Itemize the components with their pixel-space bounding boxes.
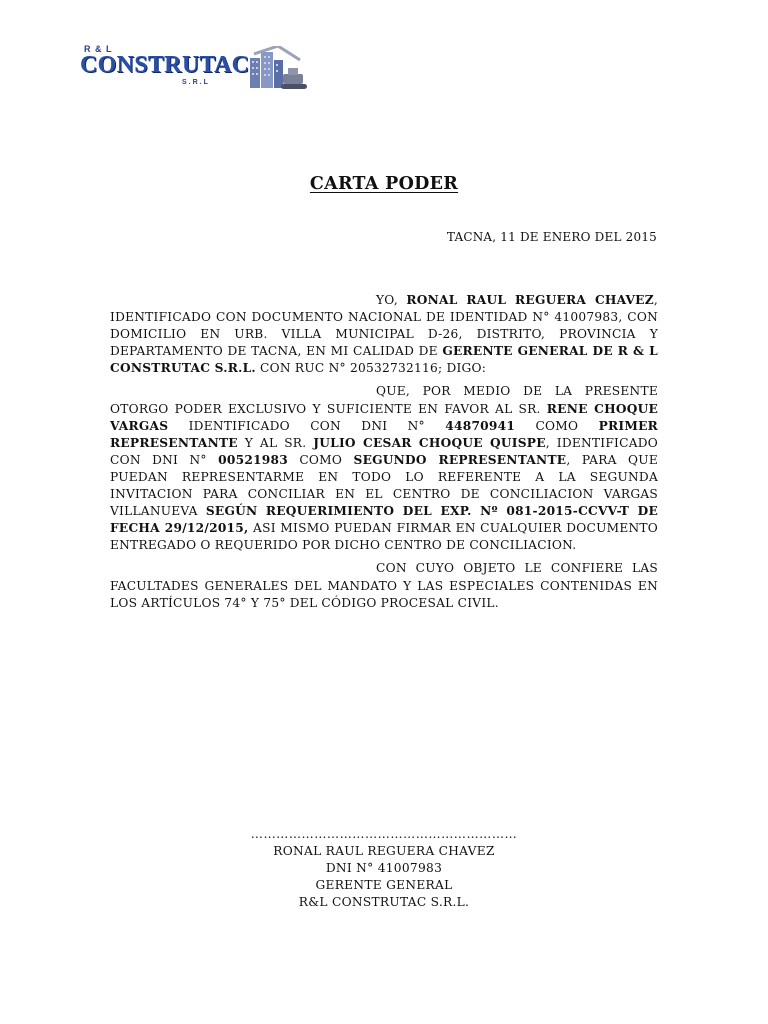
paragraph-declaration: YO, RONAL RAUL REGUERA CHAVEZ, IDENTIFICADO CON DOCUMENTO NACIONAL DE IDENTIDAD N° 41007983, CON DOMICILIO EN URB. VILLA MUNICIPAL D-26, DISTRITO, PROVINCIA Y DEPARTAMENTO DE TACNA, EN MI CALIDAD DE GERENTE GENERAL DE R & L CONSTRUTAC S.R.L. CON RUC N° 20532732116; DIGO: bbox=[110, 293, 658, 376]
document-date: TACNA, 11 DE ENERO DEL 2015 bbox=[446, 230, 657, 244]
logo-name: CONSTRUTAC bbox=[80, 52, 250, 78]
logo-suffix: S.R.L bbox=[182, 79, 210, 86]
signature-line: ……………………………………………………… bbox=[250, 827, 518, 841]
signer-dni: DNI N° 41007983 bbox=[325, 861, 443, 875]
logo-prefix: R & L bbox=[84, 44, 113, 54]
paragraph-closing: CON CUYO OBJETO LE CONFIERE LAS FACULTADES GENERALES DEL MANDATO Y LAS ESPECIALES CONTENIDAS EN LOS ARTÍCULOS 74° Y 75° DEL CÓDIGO PROCESAL CIVIL. bbox=[110, 561, 658, 610]
company-logo bbox=[78, 46, 310, 96]
document-title: CARTA PODER bbox=[309, 174, 459, 194]
signer-role: GERENTE GENERAL bbox=[315, 878, 453, 892]
paragraph-power-grant: QUE, POR MEDIO DE LA PRESENTE OTORGO PODER EXCLUSIVO Y SUFICIENTE EN FAVOR AL SR. RENE CHOQUE VARGAS IDENTIFICADO CON DNI N° 44870941 COMO PRIMER REPRESENTANTE Y AL SR. JULIO CESAR CHOQUE QUISPE, IDENTIFICADO CON DNI N° 00521983 COMO SEGUNDO REPRESENTANTE, PARA QUE PUEDAN REPRESENTARME EN TODO LO REFERENTE A LA SEGUNDA INVITACION PARA CONCILIAR EN EL CENTRO DE CONCILIACION VARGAS VILLANUEVA SEGÚN REQUERIMIENTO DEL EXP. Nº 081-2015-CCVV-T DE FECHA 29/12/2015, ASI MISMO PUEDAN FIRMAR EN CUALQUIER DOCUMENTO ENTREGADO O REQUERIDO POR DICHO CENTRO DE CONCILIACION. bbox=[110, 384, 659, 553]
signer-company: R&L CONSTRUTAC S.R.L. bbox=[298, 895, 470, 909]
signer-name: RONAL RAUL REGUERA CHAVEZ bbox=[273, 844, 495, 858]
signature-block bbox=[0, 826, 768, 911]
document-body bbox=[110, 292, 658, 618]
